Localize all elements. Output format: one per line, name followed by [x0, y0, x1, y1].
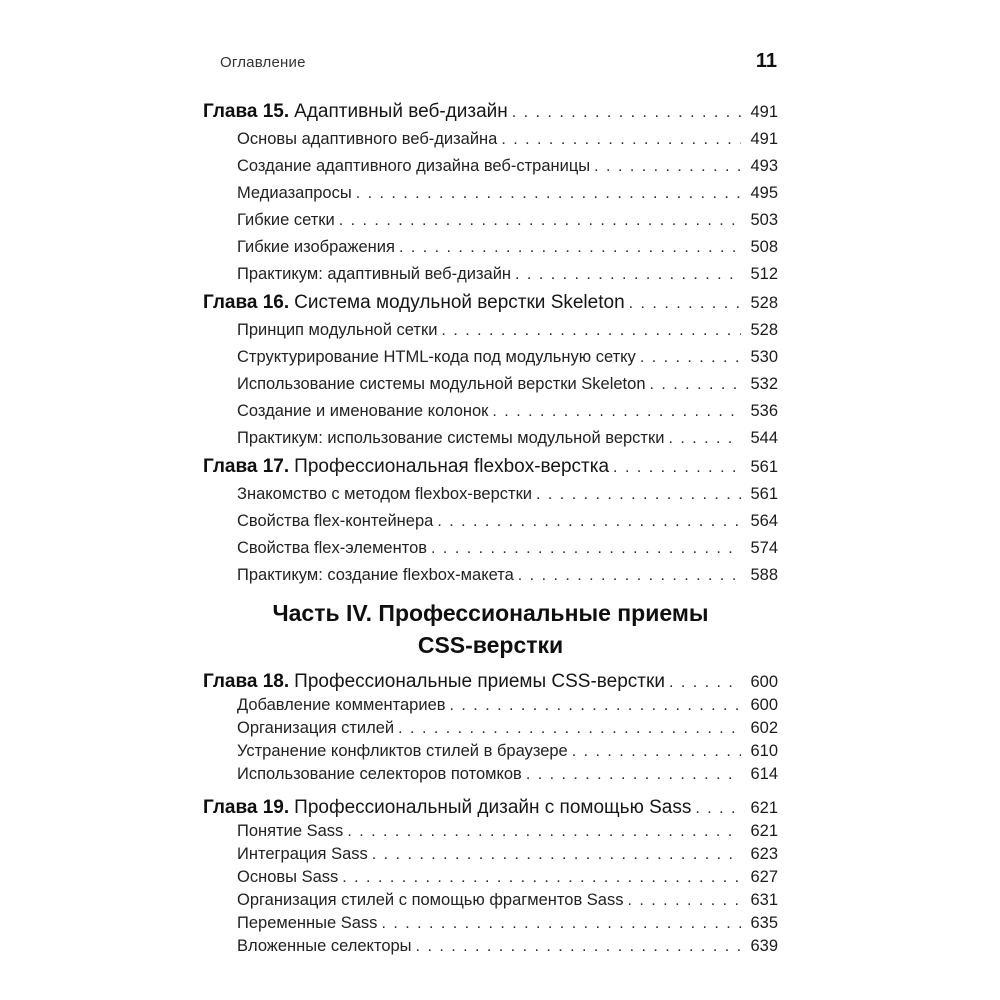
toc-chapter-label: Глава 19.: [203, 797, 290, 818]
toc-chapter-title: Профессиональные приемы CSS-верстки: [294, 671, 665, 692]
toc-item-row: [203, 317, 778, 344]
toc-page-ref: 623: [750, 845, 778, 863]
toc-page-ref: 600: [750, 673, 778, 691]
dot-leader: [629, 291, 741, 317]
dot-leader: [398, 717, 741, 740]
dot-leader: [381, 912, 741, 935]
toc-chapter-row: [203, 670, 778, 694]
toc-page-ref: 574: [750, 539, 778, 557]
toc-chapter-label: Глава 18.: [203, 671, 290, 692]
toc-page-ref: 491: [750, 103, 778, 121]
toc-page-ref: 544: [750, 429, 778, 447]
dot-leader: [437, 509, 741, 535]
toc-page-ref: 495: [750, 184, 778, 202]
dot-leader: [572, 740, 741, 763]
dot-leader: [515, 262, 741, 288]
dot-leader: [594, 154, 741, 180]
toc-page-ref: 602: [750, 719, 778, 737]
toc-chapter-title: Профессиональная flexbox-верстка: [294, 456, 610, 477]
toc-item-row: [203, 153, 778, 180]
toc-item-title: Основы Sass: [237, 868, 339, 886]
toc-page-ref: 635: [750, 914, 778, 932]
dot-leader: [399, 235, 741, 261]
toc-chapter-title: Система модульной верстки Skeleton: [294, 292, 625, 313]
toc-part-heading-line: CSS-верстки: [417, 632, 564, 658]
toc-item-row: [203, 740, 778, 763]
toc-page-ref: 639: [750, 937, 778, 955]
dot-leader: [416, 935, 741, 958]
dot-leader: [668, 426, 741, 452]
dot-leader: [518, 563, 741, 589]
toc-chapter-label: Глава 17.: [203, 456, 290, 477]
dot-leader: [669, 671, 741, 694]
toc-chapter-title: Профессиональный дизайн с помощью Sass: [294, 797, 692, 818]
toc-page-ref: 532: [750, 375, 778, 393]
dot-leader: [526, 763, 741, 786]
toc-page-ref: 528: [750, 321, 778, 339]
toc-item-title: Знакомство с методом flexbox-верстки: [237, 485, 533, 503]
toc-item-row: [203, 866, 778, 889]
toc-item-title: Устранение конфликтов стилей в браузере: [237, 742, 568, 760]
toc-page-ref: 627: [750, 868, 778, 886]
toc-page-ref: 621: [750, 822, 778, 840]
toc-item-row: [203, 535, 778, 562]
dot-leader: [441, 318, 741, 344]
page-number: 11: [755, 50, 777, 72]
toc-item-row: [203, 261, 778, 288]
toc-item-title: Структурирование HTML-кода под модульную сетку: [237, 348, 636, 366]
dot-leader: [501, 127, 741, 153]
toc-item-row: [203, 425, 778, 452]
toc-item-row: [203, 371, 778, 398]
toc-item-row: [203, 126, 778, 153]
toc-item-row: [203, 912, 778, 935]
toc-item-title: Создание и именование колонок: [237, 402, 489, 420]
toc-item-row: [203, 234, 778, 261]
toc-page-ref: 614: [750, 765, 778, 783]
toc-page-ref: 631: [750, 891, 778, 909]
toc-page-ref: 512: [750, 265, 778, 283]
dot-leader: [628, 889, 742, 912]
toc-item-title: Использование селекторов потомков: [237, 765, 522, 783]
toc-item-row: [203, 344, 778, 371]
dot-leader: [536, 482, 741, 508]
toc-page-ref: 508: [750, 238, 778, 256]
dot-leader: [695, 797, 741, 820]
toc-item-title: Практикум: создание flexbox-макета: [237, 566, 514, 584]
toc-page-ref: 610: [750, 742, 778, 760]
toc-chapter-entry: [203, 454, 609, 480]
toc-page-ref: 564: [750, 512, 778, 530]
toc-part-heading-line: Часть IV. Профессиональные приемы: [272, 600, 709, 626]
toc-part-heading: [203, 597, 778, 661]
toc-item-row: [203, 935, 778, 958]
running-title: Оглавление: [220, 54, 306, 71]
toc-chapter-section: [203, 290, 778, 452]
toc-item-title: Понятие Sass: [237, 822, 344, 840]
dot-leader: [431, 536, 741, 562]
dot-leader: [347, 820, 741, 843]
toc-chapter-title: Адаптивный веб-дизайн: [294, 101, 508, 122]
toc-chapter-label: Глава 16.: [203, 292, 290, 313]
toc-item-row: [203, 562, 778, 589]
toc-page-ref: 621: [750, 799, 778, 817]
toc-item-row: [203, 398, 778, 425]
toc-item-row: [203, 481, 778, 508]
toc-item-title: Создание адаптивного дизайна веб-страницы: [237, 157, 591, 175]
toc-chapter-row: [203, 796, 778, 820]
dot-leader: [339, 208, 741, 234]
toc-item-row: [203, 763, 778, 786]
dot-leader: [450, 694, 741, 717]
toc-item-title: Интеграция Sass: [237, 845, 368, 863]
dot-leader: [613, 455, 741, 481]
toc-chapter-section: [203, 796, 778, 958]
toc-chapter-entry: [203, 796, 691, 819]
toc-item-title: Медиазапросы: [237, 184, 352, 202]
toc-item-row: [203, 207, 778, 234]
dot-leader: [342, 866, 741, 889]
toc-page-ref: 503: [750, 211, 778, 229]
toc-chapter-section: [203, 670, 778, 786]
dot-leader: [372, 843, 741, 866]
toc-page-ref: 561: [750, 485, 778, 503]
toc-item-title: Практикум: адаптивный веб-дизайн: [237, 265, 512, 283]
toc-page-ref: 528: [750, 294, 778, 312]
toc-item-row: [203, 889, 778, 912]
dot-leader: [356, 181, 741, 207]
toc-page-ref: 588: [750, 566, 778, 584]
toc-item-row: [203, 508, 778, 535]
toc-item-title: Организация стилей с помощью фрагментов Sass: [237, 891, 624, 909]
toc-item-title: Гибкие сетки: [237, 211, 335, 229]
toc-item-title: Переменные Sass: [237, 914, 378, 932]
toc-item-title: Свойства flex-элементов: [237, 539, 428, 557]
toc-item-row: [203, 843, 778, 866]
table-of-contents: [203, 99, 778, 958]
dot-leader: [640, 345, 741, 371]
toc-item-title: Практикум: использование системы модульной верстки: [237, 429, 665, 447]
dot-leader: [650, 372, 742, 398]
toc-item-title: Добавление комментариев: [237, 696, 446, 714]
toc-item-row: [203, 820, 778, 843]
page-header: [220, 50, 777, 73]
toc-item-row: [203, 717, 778, 740]
toc-page-ref: 491: [750, 130, 778, 148]
toc-page-ref: 536: [750, 402, 778, 420]
toc-page-ref: 561: [750, 458, 778, 476]
toc-item-row: [203, 180, 778, 207]
toc-chapter-entry: [203, 99, 508, 125]
toc-page-ref: 493: [750, 157, 778, 175]
toc-chapter-section: [203, 99, 778, 288]
toc-item-title: Использование системы модульной верстки Skeleton: [237, 375, 646, 393]
toc-item-title: Свойства flex-контейнера: [237, 512, 434, 530]
toc-chapter-label: Глава 15.: [203, 101, 290, 122]
toc-item-title: Вложенные селекторы: [237, 937, 412, 955]
toc-chapter-row: [203, 99, 778, 126]
toc-page-ref: 600: [750, 696, 778, 714]
toc-item-row: [203, 694, 778, 717]
dot-leader: [492, 399, 741, 425]
toc-item-title: Принцип модульной сетки: [237, 321, 438, 339]
toc-page-ref: 530: [750, 348, 778, 366]
toc-item-title: Организация стилей: [237, 719, 395, 737]
toc-chapter-row: [203, 290, 778, 317]
toc-item-title: Гибкие изображения: [237, 238, 395, 256]
toc-chapter-section: [203, 454, 778, 589]
toc-item-title: Основы адаптивного веб-дизайна: [237, 130, 498, 148]
dot-leader: [512, 100, 741, 126]
toc-chapter-entry: [203, 290, 625, 316]
toc-chapter-entry: [203, 670, 665, 693]
toc-chapter-row: [203, 454, 778, 481]
